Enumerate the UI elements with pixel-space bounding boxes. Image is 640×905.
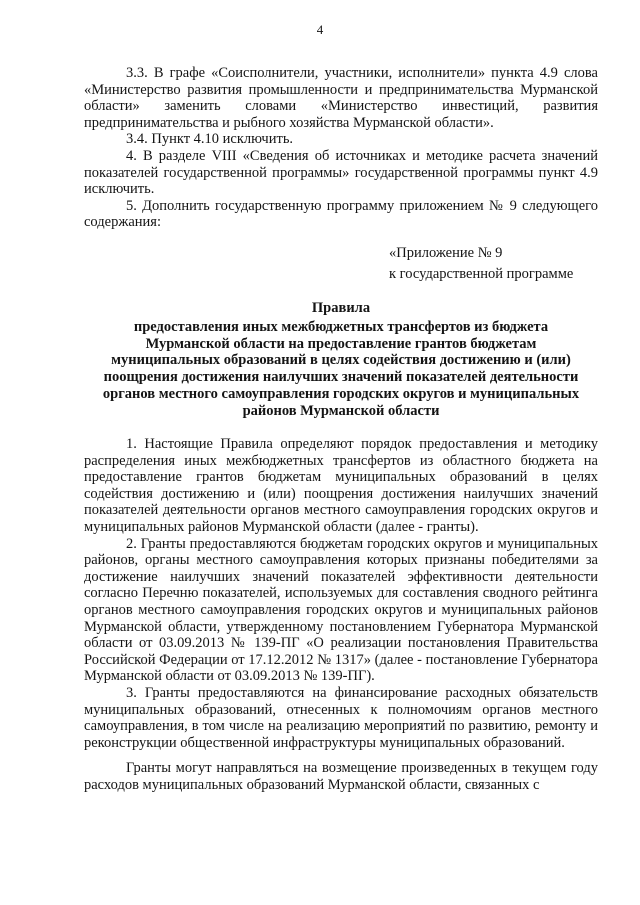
rules-title: Правила xyxy=(311,300,371,316)
rules-subtitle-line: поощрения достижения наилучших значений показателей деятельности xyxy=(103,369,579,386)
rules-subtitle-line: муниципальных образований в целях содействия достижению и (или) xyxy=(111,352,571,369)
rules-subtitle-line: районов Мурманской области xyxy=(242,402,440,419)
amendments-block xyxy=(84,65,598,231)
rule-paragraph: 3. Гранты предоставляются на финансирование расходных обязательств муниципальных образований, отнесенных к полномочиям органов местного самоуправления, в том числе на реализацию мероприятий по развитию, ремонту и реконструкции общественной инфраструктуры муниципальных образований. xyxy=(84,684,598,751)
rule-paragraph: Гранты могут направляться на возмещение произведенных в текущем году расходов муниципальных образований Мурманской области, связанных с xyxy=(84,760,598,793)
amendment-paragraph: 4. В разделе VIII «Сведения об источниках и методике расчета значений показателей государственной программы» государственной программы пункт 4.9 исключить. xyxy=(84,147,598,198)
rules-body xyxy=(84,436,598,793)
annex-number: «Приложение № 9 xyxy=(389,245,503,261)
annex-reference: к государственной программе xyxy=(389,266,574,282)
rules-subtitle-line: Мурманской области на предоставление грантов бюджетам xyxy=(145,335,537,352)
annex-header xyxy=(389,243,609,285)
page-number: 4 xyxy=(316,22,324,37)
amendment-paragraph: 3.3. В графе «Соисполнители, участники, исполнители» пункта 4.9 слова «Министерство развития промышленности и предпринимательства Мурманской области» заменить словами «Министерство инвестиций, развития предпринимательства и рыбного хозяйства Мурманской области». xyxy=(84,65,598,131)
amendment-paragraph: 5. Дополнить государственную программу приложением № 9 следующего содержания: xyxy=(84,197,598,231)
rule-paragraph: 1. Настоящие Правила определяют порядок предоставления и методику распределения иных межбюджетных трансфертов из областного бюджета на предоставление грантов бюджетам муниципальных образований в целях содействия достижению и (или) поощрения достижения наилучших значений показателей деятельности органов местного самоуправления городских округов и муниципальных районов Мурманской области (далее - гранты). xyxy=(84,436,598,535)
rule-paragraph: 2. Гранты предоставляются бюджетам городских округов и муниципальных районов, органы местного самоуправления которых признаны победителями за достижение наилучших значений показателей эффективности деятельности согласно Перечню показателей, используемых для составления сводного рейтинга органов местного самоуправления городских округов и муниципальных районов Мурманской области, утвержденному постановлением Губернатора Мурманской области от 03.09.2013 № 139-ПГ «О реализации постановления Правительства Российской Федерации от 17.12.2012 № 1317» (далее - постановление Губернатора Мурманской области от 03.09.2013 № 139-ПГ). xyxy=(84,535,598,685)
amendment-paragraph: 3.4. Пункт 4.10 исключить. xyxy=(126,131,294,148)
rules-heading xyxy=(84,300,598,420)
rules-subtitle-line: предоставления иных межбюджетных трансфертов из бюджета xyxy=(133,318,549,335)
rules-subtitle-line: органов местного самоуправления городских округов и муниципальных xyxy=(102,385,580,402)
